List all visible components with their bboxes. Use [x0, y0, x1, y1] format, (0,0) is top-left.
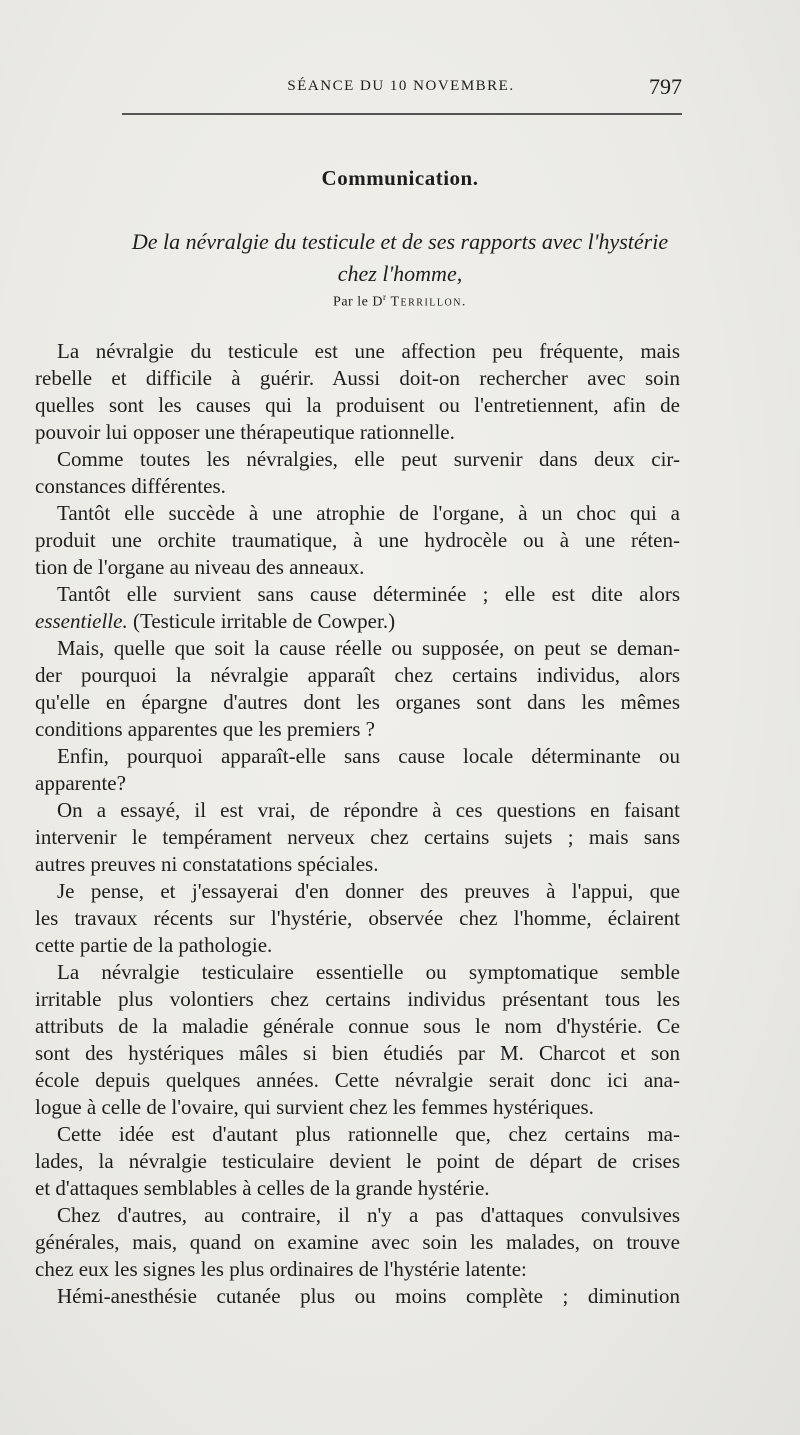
- text-line: intervenir le tempérament nerveux chez certains sujets ; mais sans: [35, 825, 680, 849]
- text-line: Enfin, pourquoi apparaît-elle sans cause locale déterminante ou: [57, 744, 680, 768]
- byline-author: Terrillon.: [390, 294, 467, 310]
- text-line: Tantôt elle survient sans cause déterminée ; elle est dite alors: [57, 582, 680, 606]
- text-line: pouvoir lui opposer une thérapeutique rationnelle.: [35, 420, 455, 444]
- article-title-line-1: De la névralgie du testicule et de ses rapports avec l'hystérie: [131, 229, 669, 254]
- text-line: qu'elle en épargne d'autres dont les organes sont dans les mêmes: [35, 690, 680, 714]
- byline: [0, 292, 800, 311]
- text-line: tion de l'organe au niveau des anneaux.: [35, 555, 365, 579]
- text-line: La névralgie du testicule est une affection peu fréquente, mais: [57, 339, 680, 363]
- text-line: irritable plus volontiers chez certains individus présentant tous les: [35, 987, 680, 1011]
- page-number: 797: [649, 74, 682, 99]
- text-line: Mais, quelle que soit la cause réelle ou supposée, on peut se deman-: [57, 636, 680, 660]
- text-line: rebelle et difficile à guérir. Aussi doit-on rechercher avec soin: [35, 366, 680, 390]
- article-title: [40, 226, 760, 290]
- text-line: attributs de la maladie générale connue sous le nom d'hystérie. Ce: [35, 1014, 680, 1038]
- text-line: chez eux les signes les plus ordinaires de l'hystérie latente:: [35, 1257, 527, 1281]
- text-line: Hémi-anesthésie cutanée plus ou moins complète ; diminution: [57, 1284, 680, 1308]
- text-line: La névralgie testiculaire essentielle ou symptomatique semble: [57, 960, 680, 984]
- header-rule: [122, 113, 682, 115]
- text-line: cette partie de la pathologie.: [35, 933, 273, 957]
- cowper-reference: (Testicule irritable de Cowper.): [127, 609, 396, 633]
- text-line: lades, la névralgie testiculaire devient le point de départ de crises: [35, 1149, 680, 1173]
- text-line: Je pense, et j'essayerai d'en donner des preuves à l'appui, que: [57, 879, 680, 903]
- text-line: générales, mais, quand on examine avec soin les malades, on trouve: [35, 1230, 680, 1254]
- text-line: quelles sont les causes qui la produisent ou l'entretiennent, afin de: [35, 393, 680, 417]
- text-line: et d'attaques semblables à celles de la grande hystérie.: [35, 1176, 490, 1200]
- text-line: Comme toutes les névralgies, elle peut survenir dans deux cir-: [57, 447, 680, 471]
- text-line: Cette idée est d'autant plus rationnelle que, chez certains ma-: [57, 1122, 680, 1146]
- text-line: autres preuves ni constatations spéciales.: [35, 852, 379, 876]
- text-line: conditions apparentes que les premiers ?: [35, 717, 375, 741]
- text-line: On a essayé, il est vrai, de répondre à ces questions en faisant: [57, 798, 680, 822]
- section-heading: Communication.: [321, 166, 479, 190]
- text-line: der pourquoi la névralgie apparaît chez certains individus, alors: [35, 663, 680, 687]
- text-line: Tantôt elle succède à une atrophie de l'organe, à un choc qui a: [57, 501, 680, 525]
- article-title-line-2: chez l'homme,: [337, 261, 463, 286]
- text-line: constances différentes.: [35, 474, 226, 498]
- text-line: [35, 608, 680, 635]
- text-line: logue à celle de l'ovaire, qui survient chez les femmes hystériques.: [35, 1095, 594, 1119]
- byline-superscript: r: [382, 292, 387, 302]
- text-line: Chez d'autres, au contraire, il n'y a pas d'attaques convulsives: [57, 1203, 680, 1227]
- running-title: SÉANCE DU 10 NOVEMBRE.: [287, 78, 515, 94]
- text-line: produit une orchite traumatique, à une hydrocèle ou à une réten-: [35, 528, 680, 552]
- text-line: les travaux récents sur l'hystérie, observée chez l'homme, éclairent: [35, 906, 680, 930]
- text-line: apparente?: [35, 771, 126, 795]
- page-header: [120, 72, 682, 104]
- essentielle-italic: essentielle.: [35, 609, 128, 633]
- text-line: école depuis quelques années. Cette névralgie serait donc ici ana-: [35, 1068, 680, 1092]
- body-text: [35, 338, 680, 1310]
- byline-prefix: Par le D: [333, 294, 383, 310]
- text-line: sont des hystériques mâles si bien étudiés par M. Charcot et son: [35, 1041, 680, 1065]
